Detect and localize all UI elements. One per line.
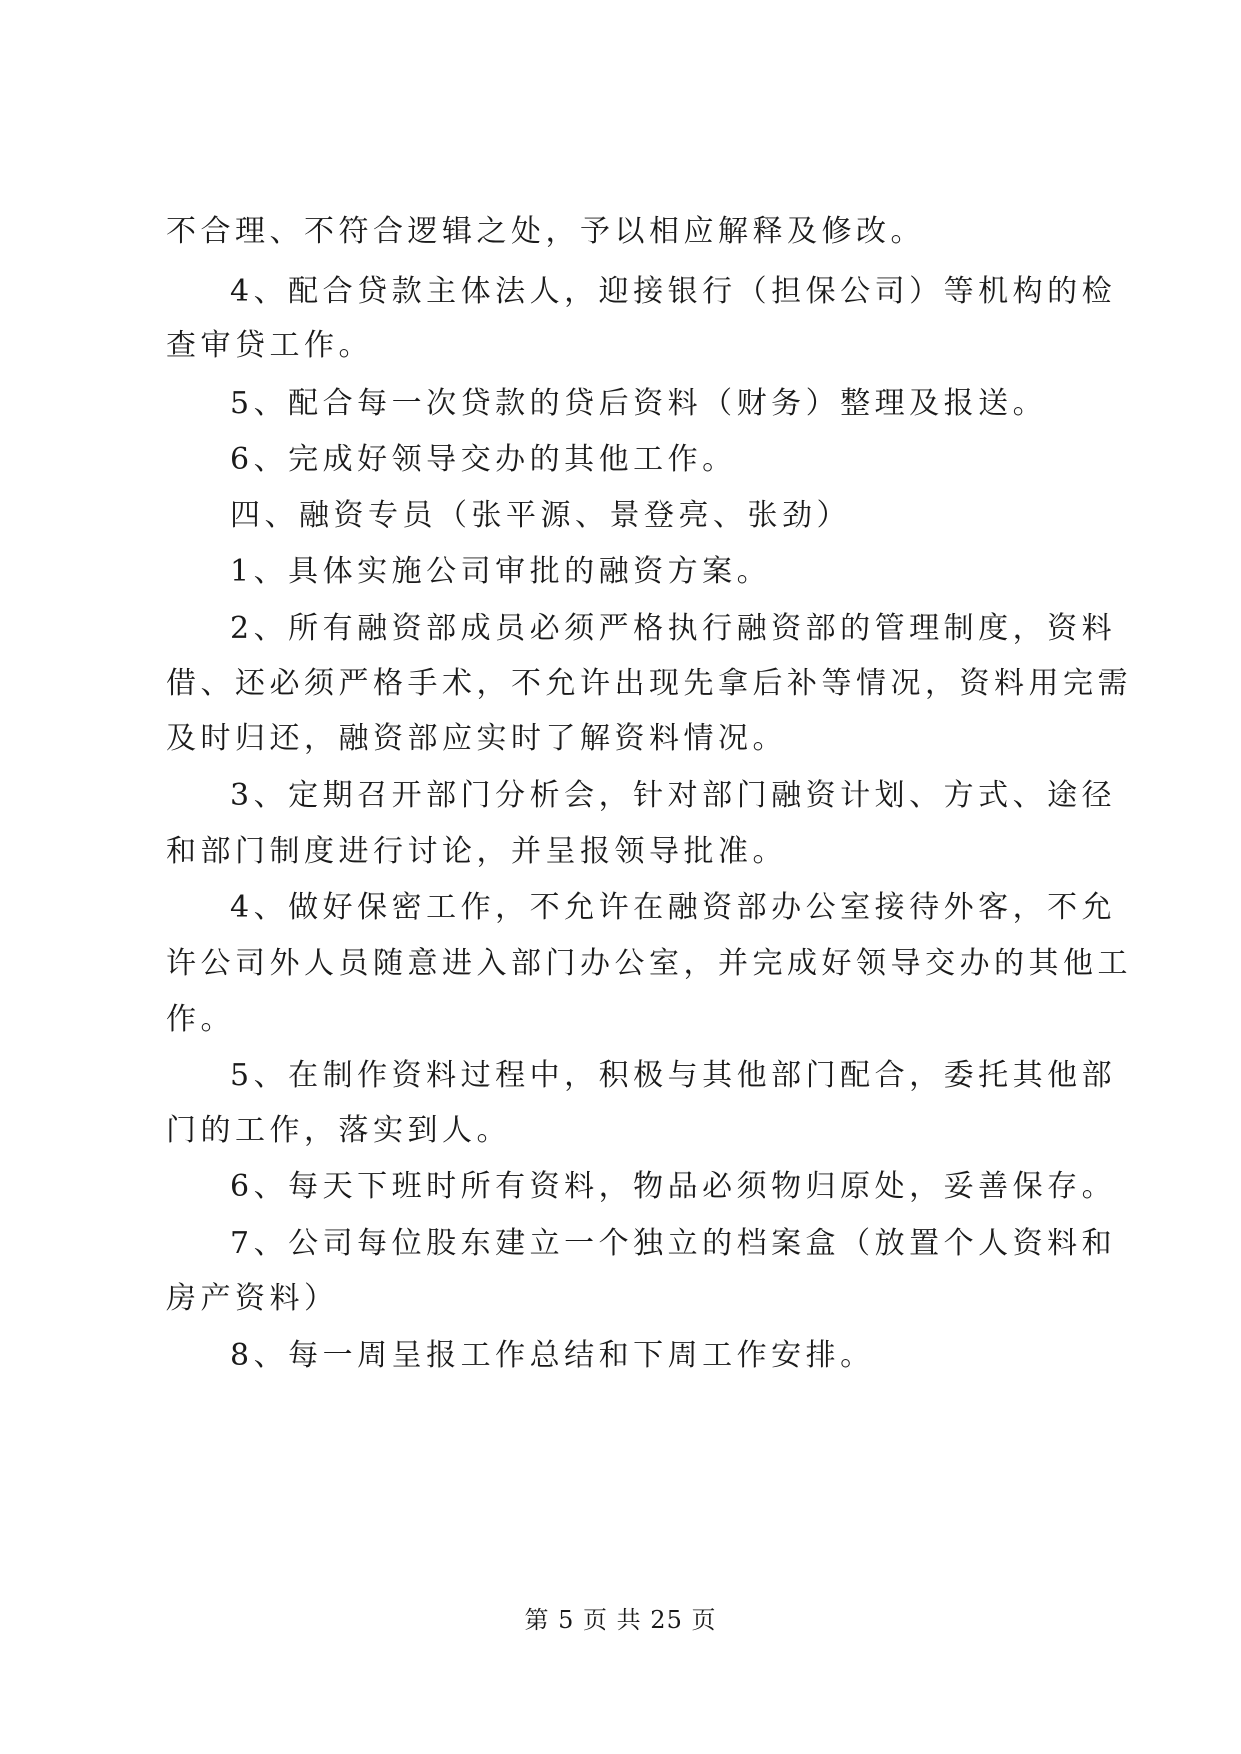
body-line: 5、在制作资料过程中，积极与其他部门配合，委托其他部 xyxy=(230,1058,1117,1093)
body-line: 8、每一周呈报工作总结和下周工作安排。 xyxy=(230,1338,875,1373)
body-line: 及时归还，融资部应实时了解资料情况。 xyxy=(166,721,787,756)
body-line: 不合理、不符合逻辑之处，予以相应解释及修改。 xyxy=(166,214,925,249)
body-line: 5、配合每一次贷款的贷后资料（财务）整理及报送。 xyxy=(230,386,1048,421)
body-line: 1、具体实施公司审批的融资方案。 xyxy=(230,554,772,589)
body-line: 7、公司每位股东建立一个独立的档案盒（放置个人资料和 xyxy=(230,1226,1117,1261)
body-line: 6、每天下班时所有资料，物品必须物归原处，妥善保存。 xyxy=(230,1169,1117,1204)
body-line: 和部门制度进行讨论，并呈报领导批准。 xyxy=(166,834,787,869)
body-line: 许公司外人员随意进入部门办公室，并完成好领导交办的其他工 xyxy=(166,946,1132,981)
body-line: 作。 xyxy=(166,1002,235,1037)
page-number-footer: 第 5 页 共 25 页 xyxy=(524,1606,717,1634)
body-line: 4、配合贷款主体法人，迎接银行（担保公司）等机构的检 xyxy=(230,274,1117,309)
body-line: 4、做好保密工作，不允许在融资部办公室接待外客，不允 xyxy=(230,890,1117,925)
section-heading: 四、融资专员（张平源、景登亮、张劲） xyxy=(230,498,851,533)
body-line: 门的工作，落实到人。 xyxy=(166,1113,511,1148)
body-line: 查审贷工作。 xyxy=(166,328,373,363)
body-line: 房产资料） xyxy=(166,1281,339,1316)
body-line: 2、所有融资部成员必须严格执行融资部的管理制度，资料 xyxy=(230,611,1117,646)
body-line: 6、完成好领导交办的其他工作。 xyxy=(230,442,737,477)
body-line: 3、定期召开部门分析会，针对部门融资计划、方式、途径 xyxy=(230,778,1117,813)
body-line: 借、还必须严格手术，不允许出现先拿后补等情况，资料用完需 xyxy=(166,666,1132,701)
